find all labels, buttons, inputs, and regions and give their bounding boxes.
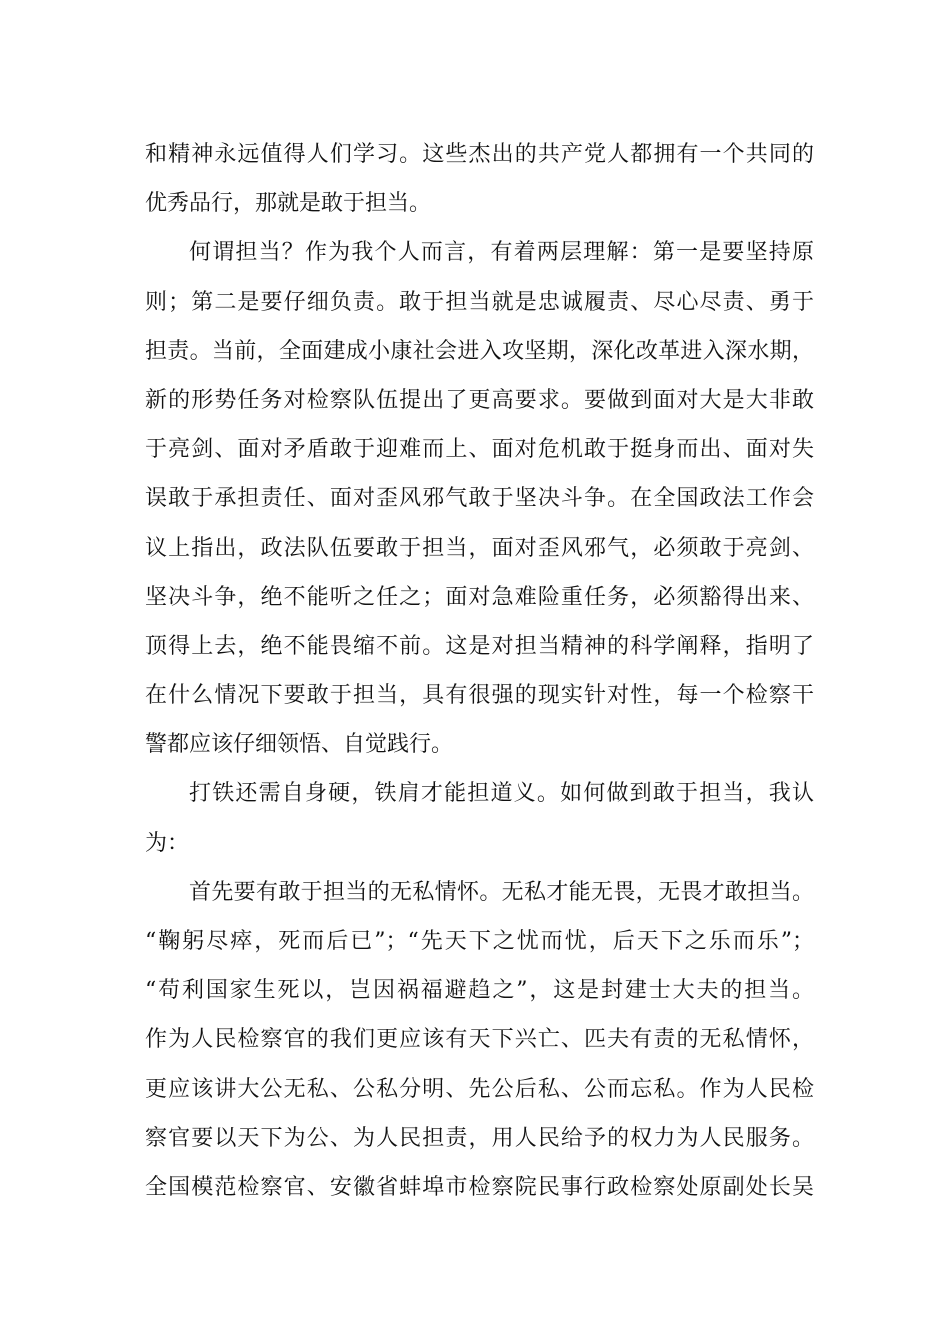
text-line: 为： [145,830,190,856]
text-line: 新的形势任务对检察队伍提出了更高要求。要做到面对大是大非敢 [145,387,814,413]
text-line: 在什么情况下要敢于担当，具有很强的现实针对性，每一个检察干 [145,683,814,709]
text-line: 和精神永远值得人们学习。这些杰出的共产党人都拥有一个共同的 [145,142,814,167]
text-line: 全国模范检察官、安徽省蚌埠市检察院民事行政检察处原副处长吴 [145,1174,814,1200]
text-line: 优秀品行，那就是敢于担当。 [145,191,432,217]
text-line: 顶得上去，绝不能畏缩不前。这是对担当精神的科学阐释，指明了 [145,633,814,659]
text-line: 察官要以天下为公、为人民担责，用人民给予的权力为人民服务。 [145,1125,814,1151]
text-line: 警都应该仔细领悟、自觉践行。 [145,732,454,758]
text-line: “鞠躬尽瘁，死而后已”；“先天下之忧而忧，后天下之乐而乐”； [145,929,814,954]
text-line: 议上指出，政法队伍要敢于担当，面对歪风邪气，必须敢于亮剑、 [145,535,814,561]
text-line: 坚决斗争，绝不能听之任之；面对急难险重任务，必须豁得出来、 [145,584,814,610]
text-line: 担责。当前，全面建成小康社会进入攻坚期，深化改革进入深水期， [145,338,814,364]
text-line: 何谓担当？作为我个人而言，有着两层理解：第一是要坚持原 [189,240,814,266]
text-line: 更应该讲大公无私、公私分明、先公后私、公而忘私。作为人民检 [145,1076,814,1102]
text-line: 首先要有敢于担当的无私情怀。无私才能无畏，无畏才敢担当。 [189,879,814,905]
text-line: 作为人民检察官的我们更应该有天下兴亡、匹夫有责的无私情怀， [145,1027,814,1053]
text-line: 则；第二是要仔细负责。敢于担当就是忠诚履责、尽心尽责、勇于 [145,289,814,315]
text-line: 误敢于承担责任、面对歪风邪气敢于坚决斗争。在全国政法工作会 [145,486,814,512]
body-text [145,130,814,1212]
text-line: 于亮剑、面对矛盾敢于迎难而上、面对危机敢于挺身而出、面对失 [145,437,814,463]
text-line: “苟利国家生死以，岂因祸福避趋之”，这是封建士大夫的担当。 [145,978,814,1004]
text-line: 打铁还需自身硬，铁肩才能担道义。如何做到敢于担当，我认 [189,781,814,807]
